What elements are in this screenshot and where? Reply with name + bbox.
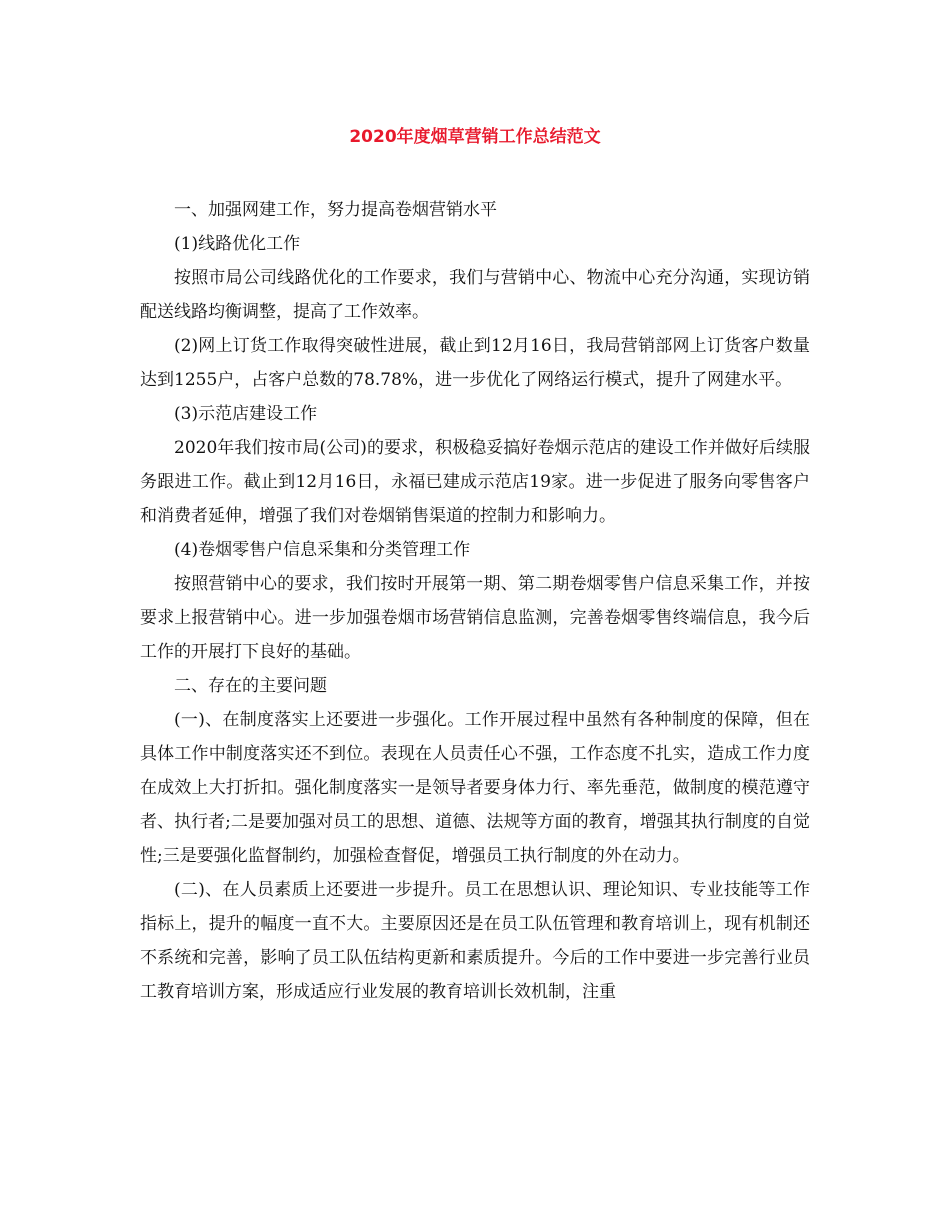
paragraph: 2020年我们按市局(公司)的要求，积极稳妥搞好卷烟示范店的建设工作并做好后续服务跟进工作。截止到12月16日，永福已建成示范店19家。进一步促进了服务向零售客户和消费者延伸，增强了我们对卷烟销售渠道的控制力和影响力。	[140, 438, 810, 526]
subheading-demo-store: (3)示范店建设工作	[174, 404, 318, 424]
paragraph: (二)、在人员素质上还要进一步提升。员工在思想认识、理论知识、专业技能等工作指标上，提升的幅度一直不大。主要原因还是在员工队伍管理和教育培训上，现有机制还不系统和完善，影响了员工队伍结构更新和素质提升。今后的工作中要进一步完善行业员工教育培训方案，形成适应行业发展的教育培训长效机制，注重	[140, 880, 810, 1002]
subheading-retailer-info: (4)卷烟零售户信息采集和分类管理工作	[174, 540, 471, 560]
paragraph: (一)、在制度落实上还要进一步强化。工作开展过程中虽然有各种制度的保障，但在具体工作中制度落实还不到位。表现在人员责任心不强，工作态度不扎实，造成工作力度在成效上大打折扣。强化制度落实一是领导者要身体力行、率先垂范，做制度的模范遵守者、执行者;二是要加强对员工的思想、道德、法规等方面的教育，增强其执行制度的自觉性;三是要强化监督制约，加强检查督促，增强员工执行制度的外在动力。	[140, 710, 810, 866]
document-body	[140, 193, 810, 1009]
paragraph: (2)网上订货工作取得突破性进展，截止到12月16日，我局营销部网上订货客户数量达到1255户，占客户总数的78.78%，进一步优化了网络运行模式，提升了网建水平。	[140, 336, 810, 390]
paragraph: 按照市局公司线路优化的工作要求，我们与营销中心、物流中心充分沟通，实现访销配送线路均衡调整，提高了工作效率。	[140, 268, 810, 322]
section-heading-2: 二、存在的主要问题	[174, 676, 327, 696]
subheading-route-optimization: (1)线路优化工作	[174, 234, 301, 254]
paragraph: 按照营销中心的要求，我们按时开展第一期、第二期卷烟零售户信息采集工作，并按要求上报营销中心。进一步加强卷烟市场营销信息监测，完善卷烟零售终端信息，我今后工作的开展打下良好的基础。	[140, 574, 810, 662]
document-title: 2020年度烟草营销工作总结范文	[349, 127, 601, 147]
section-heading-1: 一、加强网建工作，努力提高卷烟营销水平	[174, 200, 497, 220]
